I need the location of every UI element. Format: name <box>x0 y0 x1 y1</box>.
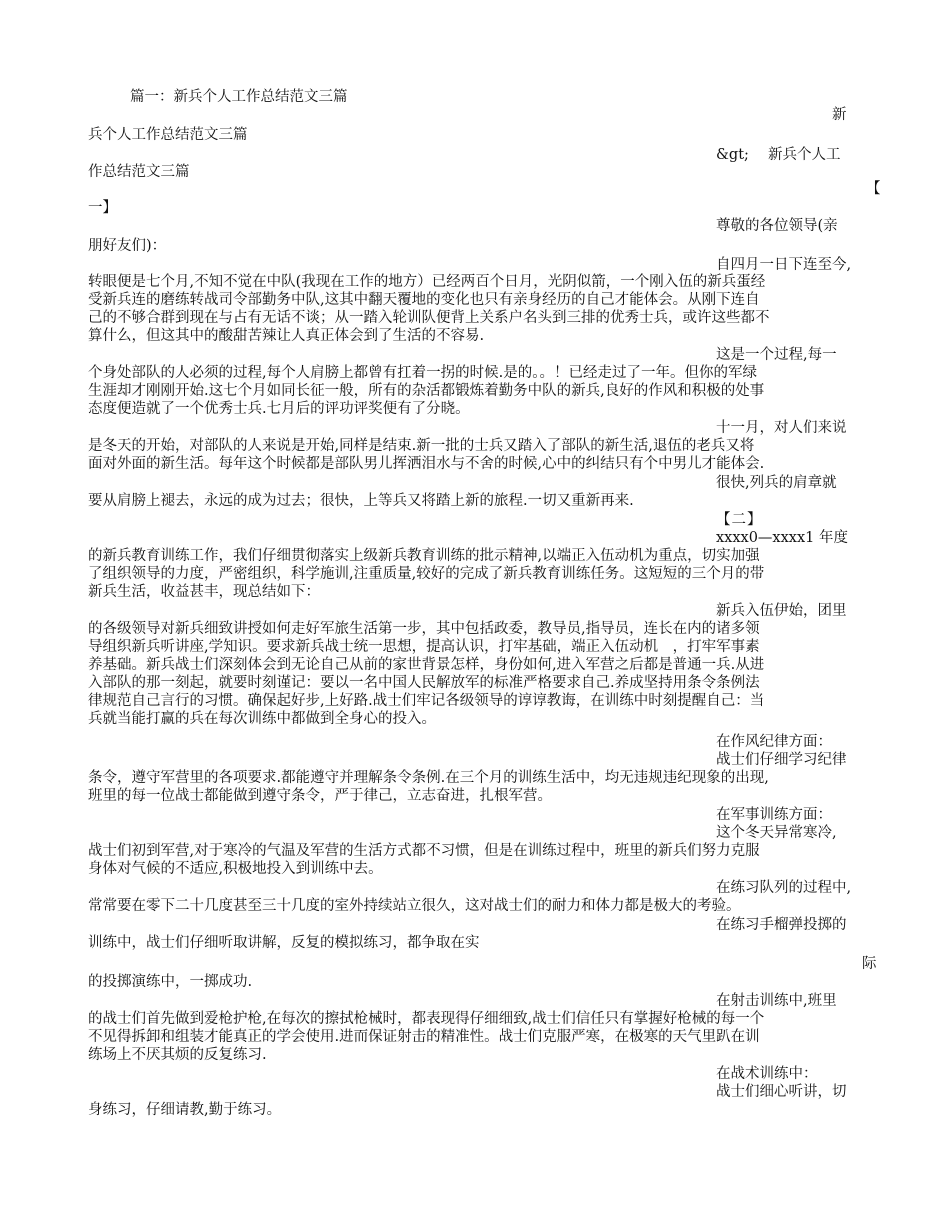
text-line: 算什么，但这其中的酸甜苦辣让人真正体会到了生活的不容易. <box>88 328 485 344</box>
text-line: 身体对气候的不适应,积极地投入到训练中去。 <box>88 861 383 877</box>
text-line: 律规范自己言行的习惯。确保起好步,上好路.战士们牢记各级领导的谆谆教诲，在训练中时刻提醒自己：当 <box>88 693 765 709</box>
text-line: 战士们细心听讲，切 <box>716 1084 847 1100</box>
text-line: 在战术训练中： <box>716 1066 818 1082</box>
text-line: 班里的每一位战士都能做到遵守条令，严于律己，立志奋进，扎根军营。 <box>88 788 552 804</box>
text-line: 条令，遵守军营里的各项要求.都能遵守并理解条令条例.在三个月的训练生活中，均无违规违纪现象的出现, <box>88 770 769 786</box>
text-line: 了组织领导的力度，严密组织，科学施训,注重质量,较好的完成了新兵教育训练任务。这短短的三个月的带 <box>88 566 765 582</box>
text-line: 的新兵教育训练工作，我们仔细贯彻落实上级新兵教育训练的批示精神,以端正入伍动机为重点，切实加强 <box>88 548 760 564</box>
text-line: 练场上不厌其烦的反复练习. <box>88 1047 267 1063</box>
text-line: 朋好友们)： <box>88 238 167 254</box>
text-line: 个身处部队的人必须的过程,每个人肩膀上都曾有扛着一拐的时候.是的。。！已经走过了一年。但你的军绿 <box>88 365 757 381</box>
text-line: 在射击训练中,班里 <box>716 993 837 1009</box>
text-line: 受新兵连的磨练转战司令部勤务中队,这其中翻天覆地的变化也只有亲身经历的自己才能体会。从刚下连自 <box>88 292 760 308</box>
text-line: 在练习队列的过程中, <box>716 880 852 896</box>
text-line: 身练习，仔细请教,勤于练习。 <box>88 1102 282 1118</box>
text-line: 新兵生活，收益甚丰，现总结如下： <box>88 584 320 600</box>
section-bracket: 【 <box>866 181 881 197</box>
text-line: 的战士们首先做到爱枪护枪,在每次的擦拭枪械时，都表现得仔细细致,战士们信任只有掌握好枪械的每一个 <box>88 1011 765 1027</box>
text-line: 己的不够合群到现在与占有无话不谈；从一踏入轮训队便背上关系户名头到三排的优秀士兵，或许这些都不 <box>88 310 770 326</box>
text-line: 导组织新兵听讲座,学知识。要求新兵战士统一思想，提高认识，打牢基础，端正入伍动机 ，打牢军事素 <box>88 639 760 655</box>
section-heading: 【二】 <box>716 512 763 528</box>
text-line: 常常要在零下二十几度甚至三十几度的室外持续站立很久，这对战士们的耐力和体力都是极大的考验。 <box>88 898 741 914</box>
text-line: 十一月，对人们来说 <box>716 420 847 436</box>
text-line: 这个冬天异常寒冷, <box>716 825 837 841</box>
text-line: 作总结范文三篇 <box>88 164 190 180</box>
text-line: xxxx0—xxxx1 年度 <box>716 530 848 546</box>
text-line: 际 <box>862 956 877 972</box>
section-heading: 一】 <box>88 200 117 216</box>
text-line: 养基础。新兵战士们深刻体会到无论自己从前的家世背景怎样，身份如何,进入军营之后都是普通一兵.从进 <box>88 657 765 673</box>
text-line: 自四月一日下连至今, <box>716 257 852 273</box>
text-line: 转眼便是七个月,不知不觉在中队(我现在工作的地方）已经两百个日月，光阴似箭，一个刚入伍的新兵蛋经 <box>88 274 766 290</box>
text-line: 战士们仔细学习纪律 <box>716 752 847 768</box>
text-line: 是冬天的开始，对部队的人来说是开始,同样是结束.新一批的士兵又踏入了部队的新生活,退伍的老兵又将 <box>88 438 755 454</box>
text-line: 的各级领导对新兵细致讲授如何走好军旅生活第一步，其中包括政委，教导员,指导员，连长在内的诸多领 <box>88 621 760 637</box>
document-title: 篇一：新兵个人工作总结范文三篇 <box>130 89 348 105</box>
text-line: 在练习手榴弹投掷的 <box>716 917 847 933</box>
text-line: 在作风纪律方面： <box>716 734 832 750</box>
text-line: 尊敬的各位领导(亲 <box>716 218 838 234</box>
text-line: 不见得拆卸和组装才能真正的学会使用.进而保证射击的精准性。战士们克服严寒，在极寒的天气里趴在训 <box>88 1029 760 1045</box>
text-line: 新兵入伍伊始，团里 <box>716 603 847 619</box>
text-line: 面对外面的新生活。每年这个时候都是部队男儿挥洒泪水与不舍的时候,心中的纠结只有个中男儿才能体会. <box>88 456 765 472</box>
text-line: 在军事训练方面： <box>716 807 832 823</box>
text-line: 入部队的那一刻起，就要时刻谨记：要以一名中国人民解放军的标准严格要求自己.养成坚持用条令条例法 <box>88 675 760 691</box>
text-line: 生涯却才刚刚开始.这七个月如同长征一般，所有的杂活都锻炼着勤务中队的新兵,良好的作风和积极的处事 <box>88 383 765 399</box>
text-line: 训练中，战士们仔细听取讲解，反复的模拟练习，都争取在实 <box>88 935 480 951</box>
text-line: 态度便造就了一个优秀士兵.七月后的评功评奖便有了分晓。 <box>88 401 470 417</box>
text-line: &gt; 新兵个人工 <box>716 147 841 163</box>
text-line: 兵个人工作总结范文三篇 <box>88 127 248 143</box>
text-line: 兵就当能打赢的兵在每次训练中都做到全身心的投入。 <box>88 711 436 727</box>
text-line: 很快,列兵的肩章就 <box>716 475 837 491</box>
text-line: 的投掷演练中，一掷成功. <box>88 974 253 990</box>
text-line: 这是一个过程,每一 <box>716 347 837 363</box>
text-line: 战士们初到军营,对于寒冷的气温及军营的生活方式都不习惯，但是在训练过程中，班里的新兵们努力克服 <box>88 843 760 859</box>
text-line: 新 <box>832 107 847 123</box>
text-line: 要从肩膀上褪去，永远的成为过去；很快，上等兵又将踏上新的旅程.一切又重新再来. <box>88 493 634 509</box>
